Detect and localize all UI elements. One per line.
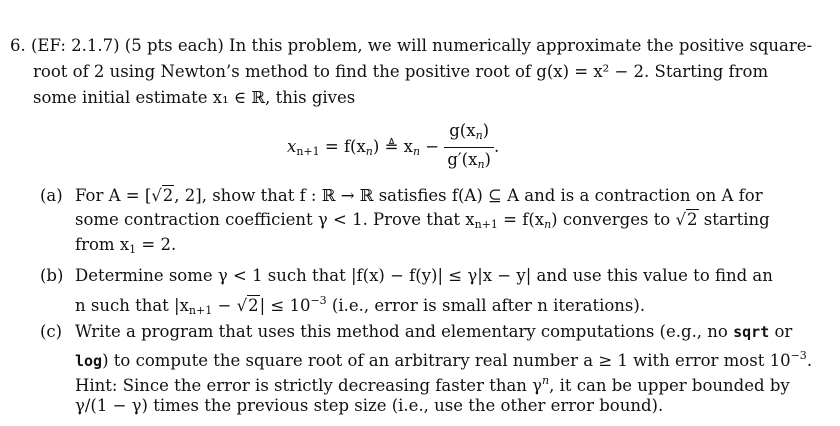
part-b-l2-end: (i.e., error is small after n iterations). [326, 296, 646, 315]
part-a-label: (a) [40, 186, 63, 205]
problem-intro-line-2: root of 2 using Newton’s method to find the positive root of g(x) = x² − 2. Starting from [33, 62, 769, 81]
eq-f-sub: n [365, 145, 373, 158]
problem-number: 6. [10, 36, 26, 55]
part-a-line-2: some contraction coefficient γ < 1. Prove that $x_{n+1} = f(xn)$ converges to √2 starting [75, 210, 770, 231]
part-c-line-2 [75, 346, 812, 371]
problem-header-text: (EF: 2.1.7) (5 pts each) In this problem, we will numerically approximate the positive square- [31, 36, 813, 55]
eq-denominator [444, 148, 494, 175]
part-b-l2-sqrt: 2 [248, 296, 259, 315]
part-c-l2-end: . [806, 351, 813, 370]
part-a-l2-post: ) converges to [551, 210, 676, 229]
part-c-label: (c) [40, 322, 63, 341]
part-c-l2-pre: ) to compute the square root of an arbitrary real number a ≥ 1 with error most 10 [102, 351, 791, 370]
part-c-l1-post: or [769, 322, 793, 341]
part-a-l2-pre: some contraction coefficient γ < 1. Prove that x [75, 210, 475, 229]
part-a-line-1: (a) For A = [√2, 2], show that f : ℝ → ℝ satisfies f(A) ⊆ A and is a contraction on A for [40, 186, 763, 205]
part-b-label: (b) [40, 266, 64, 285]
part-c-line-1 [40, 322, 792, 342]
newton-equation [287, 120, 500, 171]
part-a-l3-pre: from x [75, 235, 130, 254]
eq-minus: − [425, 137, 440, 156]
eq-lhs: x [287, 137, 297, 156]
part-b-l2-sup: −3 [310, 294, 327, 307]
eq-den-end: ) [484, 150, 491, 169]
part-a-l1-sqrt: 2 [162, 186, 174, 205]
problem-intro-line-3: some initial estimate x₁ ∈ ℝ, this gives [33, 88, 356, 107]
part-a-l2-sqrt: 2 [687, 210, 698, 229]
code-sqrt: sqrt [733, 323, 770, 341]
part-b-l2-mid: − [212, 296, 237, 315]
part-a-l2-mid: = f(x [497, 210, 545, 229]
part-c-line-3 [75, 371, 790, 396]
part-a-line-3 [75, 235, 176, 260]
part-a-l1-pre: For A = [ [75, 186, 152, 205]
eq-period: . [493, 137, 500, 156]
part-c-l2-sup: −3 [790, 349, 807, 362]
part-c-l3: Hint: Since the error is strictly decreasing faster than γ [75, 376, 543, 395]
eq-f: = f(x [324, 137, 366, 156]
eq-def-sub: n [412, 145, 421, 158]
eq-num-end: ) [482, 121, 490, 140]
eq-num-text: g(x [449, 121, 476, 140]
part-a-l2-sub2: n [544, 218, 552, 231]
part-a-l2-end: starting [698, 210, 770, 229]
code-log: log [75, 352, 103, 370]
eq-num-sub: n [475, 129, 483, 142]
eq-def: ) ≜ x [372, 137, 413, 156]
part-c-line-4: γ/(1 − γ) times the previous step size (i.e., use the other error bound). [75, 396, 664, 415]
part-b-l2-post: | ≤ 10 [259, 296, 311, 315]
problem-header-line [10, 36, 812, 56]
part-a-l2-sub1: n+1 [474, 218, 498, 231]
part-b-l1: Determine some γ < 1 such that |f(x) − f(y)| ≤ γ|x − y| and use this value to find an [75, 266, 773, 285]
part-b-line-2: n such that $|x_{n+1} - √2| \le 10^{-3}$ (i.e., error is small after n iterations). [75, 294, 646, 317]
part-c-l3-sup: n [542, 374, 550, 387]
eq-den-text: g′(x [447, 150, 478, 169]
part-b-l2-pre: n such that |x [75, 296, 189, 315]
eq-den-sub: n [477, 158, 485, 171]
eq-fraction [444, 120, 494, 175]
part-c-l1-pre: Write a program that uses this method and elementary computations (e.g., no [75, 322, 734, 341]
part-b-line-1 [40, 266, 773, 286]
part-c-l3-end: , it can be upper bounded by [549, 376, 790, 395]
eq-numerator [444, 120, 494, 148]
eq-lhs-sub: n+1 [296, 145, 320, 158]
part-a-l1-post: , 2], show that f : ℝ → ℝ satisfies f(A) ⊆ A and is a contraction on A for [174, 186, 763, 205]
part-a-l3-sub: 1 [129, 243, 137, 256]
part-b-l2-sub: n+1 [188, 304, 213, 317]
part-a-l3-post: = 2. [136, 235, 177, 254]
